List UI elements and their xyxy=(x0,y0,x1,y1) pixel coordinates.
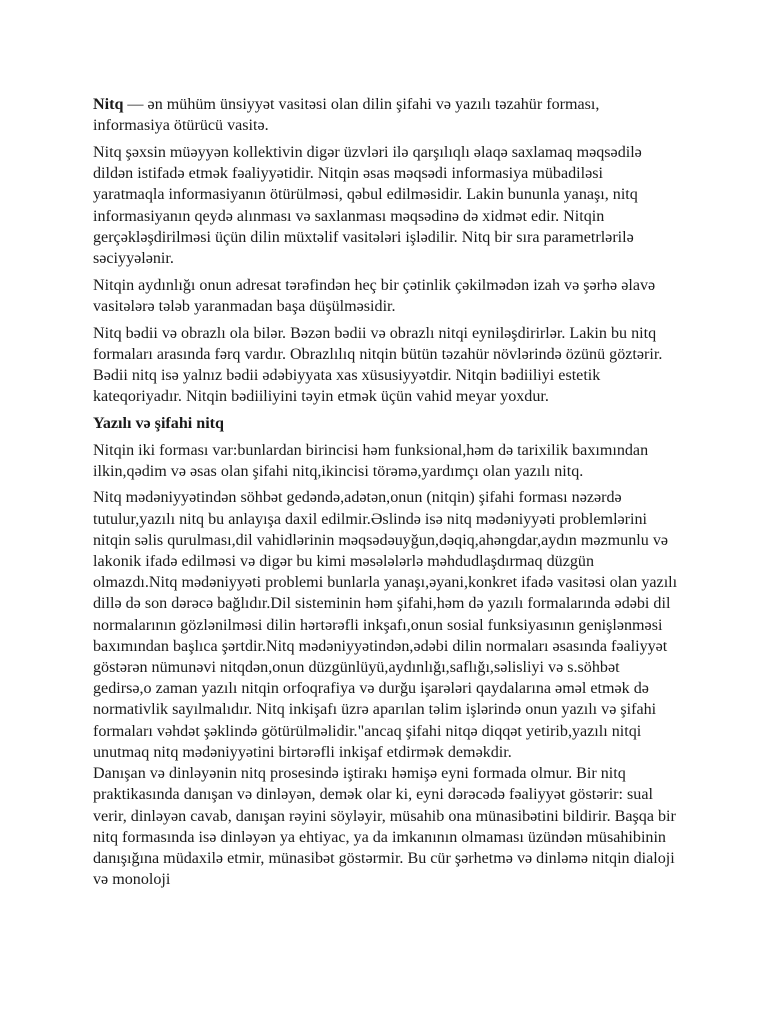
body-paragraph: Nitqin aydınlığı onun adresat tərəfindən heç bir çətinlik çəkilmədən izah və şərhə əlavə vasitələrə tələb yaranmadan başa düşülməsidir. xyxy=(93,276,656,315)
document-page xyxy=(93,94,678,890)
body-paragraph: Danışan və dinləyənin nitq prosesində iştirakı həmişə eyni formada olmur. Bir nitq praktikasında danışan və dinləyən, demək olar ki, eyni dərəcədə fəaliyyət göstərir: sual verir, dinləyən cavab, danışan rəyini söyləyir, müsahib ona münasibətini bildirir. Başqa bir nitq formasında isə dinləyən ya ehtiyac, ya da imkanının olmaması üzündən müsahibinin danışığına müdaxilə etmir, münasibət göstərmir. Bu cür şərhetmə və dinləmə nitqin dialoji və monoloji xyxy=(93,765,676,889)
intro-term: Nitq xyxy=(93,96,124,113)
section-heading: Yazılı və şifahi nitq xyxy=(93,414,224,432)
intro-paragraph xyxy=(93,94,678,136)
body-paragraph: Nitq bədii və obrazlı ola bilər. Bəzən bədii və obrazlı nitqi eyniləşdirirlər. Lakin bu nitq formaları arasında fərq vardır. Obrazlılıq nitqin bütün təzahür növlərində özünü göztərir. Bədii nitq isə yalnız bədii ədəbiyyata xas xüsusiyyətdir. Nitqin bədiiliyi estetik kateqoriyadır. Nitqin bədiiliyini təyin etmək üçün vahid meyar yoxdur. xyxy=(93,324,663,406)
body-paragraph: Nitqin iki forması var:bunlardan birincisi həm funksional,həm də tarixilik baxımından ilkin,qədim və əsas olan şifahi nitq,ikincisi törəmə,yardımçı olan yazılı nitq. xyxy=(93,441,649,480)
intro-definition: — ən mühüm ünsiyyət vasitəsi olan dilin şifahi və yazılı təzahür forması, informasiya ötürücü vasitə. xyxy=(93,96,600,135)
body-paragraph: Nitq mədəniyyətindən söhbət gedəndə,adətən,onun (nitqin) şifahi forması nəzərdə tutulur,yazılı nitq bu anlayışa daxil edilmir.Əslində isə nitq mədəniyyəti problemlərini nitqin səlis qurulması,dil vahidlərinin məqsədəuyğun,dəqiq,ahəngdar,aydın məzmunlu və lakonik ifadə edilməsi və digər bu kimi məsələlərlə məhdudlaşdırmaq düzgün olmazdı.Nitq mədəniyyəti problemi bunlarla yanaşı,əyani,konkret ifadə vasitəsi olan yazılı dillə də son dərəcə bağlıdır.Dil sisteminin həm şifahi,həm də yazılı formalarında ədəbi dil normalarının gözlənilməsi dilin hərtərəfli inkşafı,onun sosial funksiyasının genişlənməsi baxımından başlıca şərtdir.Nitq mədəniyyətindən,ədəbi dilin normaları əsasında fəaliyyət göstərən nümunəvi nitqdən,onun düzgünlüyü,aydınlığı,saflığı,səlisliyi və s.söhbət gedirsə,o zaman yazılı nitqin orfoqrafiya və durğu işarələri qaydalarına əməl etmək də normativlik sayılmalıdır. Nitq inkişafı üzrə aparılan təlim işlərində onun yazılı və şifahi formaları vəhdət şəklində götürülməlidir."ancaq şifahi nitqə diqqət yetirib,yazılı nitqi unutmaq nitq mədəniyyətini birtərəfli inkişaf etdirmək deməkdir. xyxy=(93,489,678,761)
body-paragraph: Nitq şəxsin müəyyən kollektivin digər üzvləri ilə qarşılıqlı əlaqə saxlamaq məqsədilə dildən istifadə etmək fəaliyyətidir. Nitqin əsas məqsədi informasiya mübadiləsi yaratmaqla informasiyanın ötürülməsi, qəbul edilməsidir. Lakin bununla yanaşı, nitq informasiyanın qeydə alınması və saxlanması məqsədinə də xidmət edir. Nitqin gerçəkləşdirilməsi üçün dilin müxtəlif vasitələri işlədilir. Nitq bir sıra parametrlərilə səciyyələnir. xyxy=(93,143,642,267)
